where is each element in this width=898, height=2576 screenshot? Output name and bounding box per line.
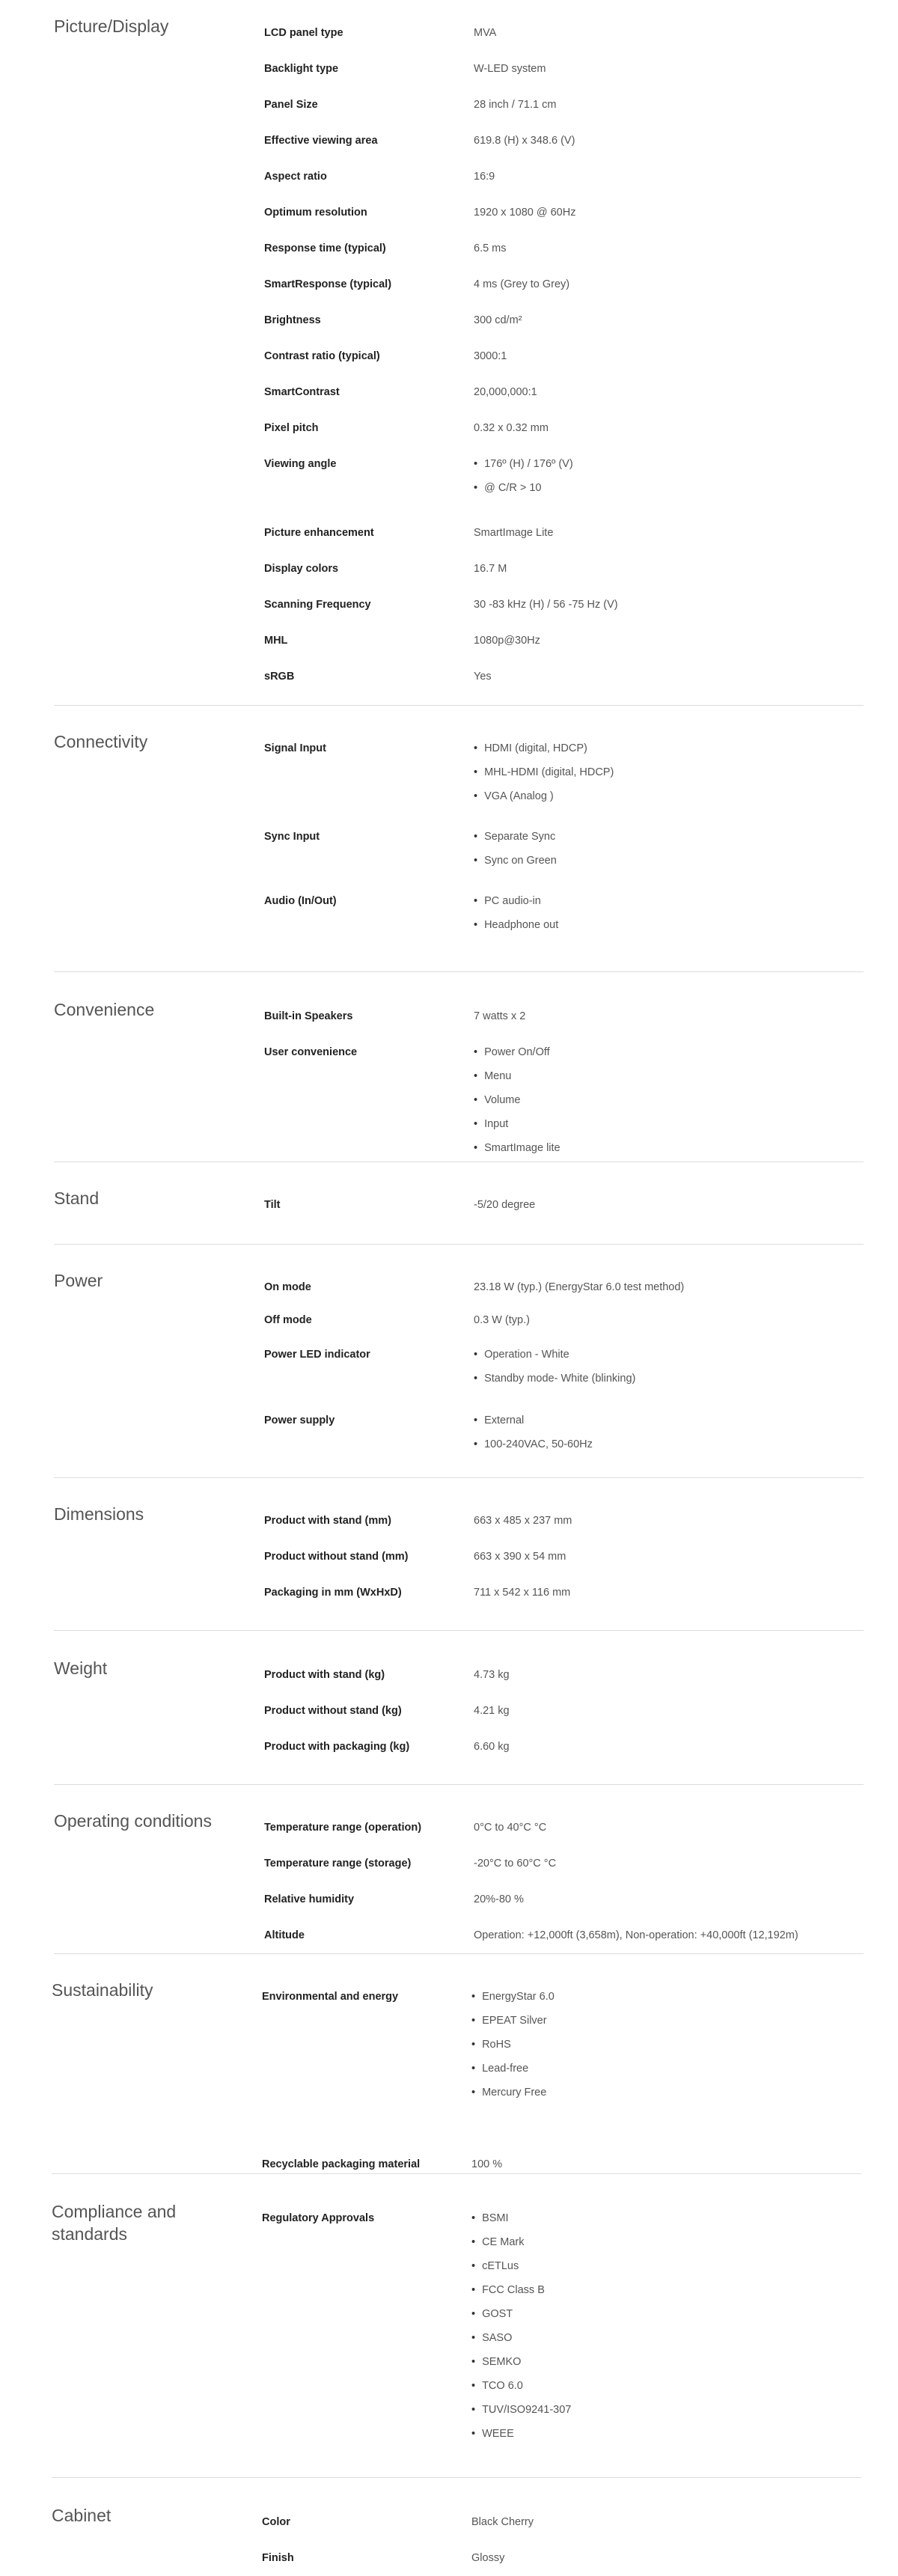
spec-value: 23.18 W (typ.) (EnergyStar 6.0 test method) — [474, 1281, 685, 1293]
spec-label: Recyclable packaging material — [262, 2158, 421, 2170]
spec-label: Off mode — [264, 1314, 312, 1326]
spec-label: Product with stand (mm) — [264, 1515, 391, 1527]
spec-label: Finish — [262, 2552, 294, 2564]
spec-value: 4 ms (Grey to Grey) — [474, 278, 570, 290]
section-divider — [54, 971, 864, 972]
spec-value-item-text: GOST — [482, 2308, 513, 2320]
spec-value: 1920 x 1080 @ 60Hz — [474, 207, 576, 219]
spec-value-item — [474, 1045, 863, 1069]
spec-value-item — [471, 2259, 861, 2283]
spec-value-item-text: @ C/R > 10 — [484, 482, 542, 494]
spec-value-item — [474, 1371, 863, 1395]
section-title: Connectivity — [54, 732, 148, 751]
spec-value-item-text: 176º (H) / 176º (V) — [484, 458, 573, 470]
spec-label: SmartResponse (typical) — [264, 278, 392, 290]
spec-value-item-text: Input — [484, 1118, 509, 1130]
spec-value-list — [471, 2211, 861, 2450]
spec-value-item — [474, 918, 863, 941]
spec-value: 663 x 390 x 54 mm — [474, 1551, 566, 1563]
section-divider — [54, 1784, 864, 1785]
spec-value-item-text: Sync on Green — [484, 855, 557, 867]
spec-value-item — [474, 457, 863, 480]
spec-value-item-text: cETLus — [482, 2260, 519, 2272]
spec-value-item — [471, 2235, 861, 2259]
spec-label: MHL — [264, 635, 288, 647]
spec-value-list — [474, 457, 863, 504]
spec-label: Effective viewing area — [264, 135, 378, 147]
spec-value-item — [474, 480, 863, 504]
spec-label: Product without stand (kg) — [264, 1705, 402, 1717]
section-title: Stand — [54, 1188, 100, 1208]
spec-value: 1080p@30Hz — [474, 635, 540, 647]
section-title: Compliance and standards — [52, 2202, 177, 2244]
spec-value-item — [471, 2402, 861, 2426]
section-title: Convenience — [54, 1000, 155, 1019]
spec-value-item-text: SmartImage lite — [484, 1142, 561, 1154]
section-divider — [54, 1244, 864, 1245]
spec-value-item-text: Standby mode- White (blinking) — [484, 1373, 636, 1385]
spec-label: Tilt — [264, 1199, 281, 1211]
spec-value: 20%-80 % — [474, 1893, 524, 1905]
spec-value-item-text: Menu — [484, 1070, 512, 1082]
spec-value-item-text: SASO — [482, 2332, 513, 2344]
spec-value-item — [474, 1093, 863, 1117]
spec-value: MVA — [474, 27, 497, 39]
spec-value-item — [471, 2426, 861, 2450]
spec-value-item-text: CE Mark — [482, 2236, 525, 2248]
spec-value: Glossy — [471, 2552, 505, 2564]
spec-label: Response time (typical) — [264, 242, 386, 254]
spec-value: 663 x 485 x 237 mm — [474, 1515, 572, 1527]
spec-value-item-text: HDMI (digital, HDCP) — [484, 742, 587, 754]
spec-value-list — [474, 829, 863, 877]
spec-value-item — [474, 894, 863, 918]
spec-label: Product without stand (mm) — [264, 1551, 409, 1563]
spec-value: 4.21 kg — [474, 1705, 510, 1717]
spec-label: Packaging in mm (WxHxD) — [264, 1587, 402, 1599]
spec-label: Temperature range (operation) — [264, 1822, 422, 1834]
spec-value: Black Cherry — [471, 2516, 534, 2528]
spec-label: LCD panel type — [264, 27, 343, 39]
spec-value-item-text: WEEE — [482, 2428, 514, 2440]
spec-value-item — [474, 741, 863, 765]
spec-value: Operation: +12,000ft (3,658m), Non-operation: +40,000ft (12,192m) — [474, 1929, 798, 1941]
section-divider — [54, 1630, 864, 1631]
spec-value-item-text: TCO 6.0 — [482, 2380, 523, 2392]
spec-value: 7 watts x 2 — [474, 1010, 526, 1022]
spec-value-list — [474, 894, 863, 941]
spec-label: Product with packaging (kg) — [264, 1741, 410, 1753]
spec-value-item — [474, 789, 863, 813]
spec-label: Panel Size — [264, 99, 318, 111]
spec-value-item-text: FCC Class B — [482, 2284, 545, 2296]
spec-label: On mode — [264, 1281, 311, 1293]
spec-value: 28 inch / 71.1 cm — [474, 99, 557, 111]
spec-label: Signal Input — [264, 742, 326, 754]
section-divider — [52, 2477, 861, 2478]
spec-label: Backlight type — [264, 63, 339, 75]
spec-value-item — [471, 2013, 861, 2037]
section-title: Picture/Display — [54, 16, 169, 36]
spec-value-item — [474, 829, 863, 853]
spec-value-item-text: SEMKO — [482, 2356, 522, 2368]
spec-value-item — [474, 1117, 863, 1141]
spec-value-item — [471, 2085, 861, 2109]
spec-value-item-text: TUV/ISO9241-307 — [482, 2404, 572, 2416]
spec-label: Display colors — [264, 563, 339, 575]
section-divider — [54, 1953, 864, 1954]
spec-label: User convenience — [264, 1046, 358, 1058]
section-divider — [52, 2173, 861, 2174]
spec-value-item-text: Mercury Free — [482, 2087, 547, 2099]
spec-label: Brightness — [264, 314, 321, 326]
spec-value: 16:9 — [474, 171, 495, 183]
spec-value: -20°C to 60°C °C — [474, 1858, 557, 1870]
spec-value-list — [474, 1045, 863, 1165]
spec-value-item — [474, 1347, 863, 1371]
spec-value-item — [471, 2211, 861, 2235]
spec-value-item — [471, 2061, 861, 2085]
spec-value: 619.8 (H) x 348.6 (V) — [474, 135, 575, 147]
spec-value-item — [471, 2331, 861, 2354]
spec-label: Regulatory Approvals — [262, 2212, 375, 2224]
spec-value: 20,000,000:1 — [474, 386, 537, 398]
spec-label: Built-in Speakers — [264, 1010, 353, 1022]
spec-value-item — [474, 765, 863, 789]
spec-value-list — [474, 741, 863, 813]
spec-value: 6.5 ms — [474, 242, 507, 254]
spec-value-item-text: External — [484, 1414, 525, 1426]
spec-label: Relative humidity — [264, 1893, 355, 1905]
spec-value: -5/20 degree — [474, 1199, 536, 1211]
spec-value-item-text: VGA (Analog ) — [484, 790, 554, 802]
spec-label: Power supply — [264, 1414, 335, 1426]
spec-label: SmartContrast — [264, 386, 340, 398]
spec-value: 3000:1 — [474, 350, 507, 362]
spec-value: 711 x 542 x 116 mm — [474, 1587, 571, 1599]
spec-label: sRGB — [264, 671, 295, 683]
spec-label: Scanning Frequency — [264, 599, 371, 611]
spec-value: SmartImage Lite — [474, 527, 554, 539]
spec-value: W-LED system — [474, 63, 546, 75]
spec-value-list — [474, 1347, 863, 1395]
spec-value: 0.32 x 0.32 mm — [474, 422, 549, 434]
spec-value-item-text: Volume — [484, 1094, 521, 1106]
section-title: Sustainability — [52, 1980, 153, 2000]
spec-value-item-text: RoHS — [482, 2039, 511, 2051]
spec-value: 100 % — [471, 2158, 503, 2170]
spec-value-item — [474, 1437, 863, 1461]
spec-value: 4.73 kg — [474, 1669, 510, 1681]
spec-value-item-text: Separate Sync — [484, 831, 556, 843]
spec-label: Environmental and energy — [262, 1991, 399, 2003]
section-title: Power — [54, 1271, 103, 1290]
spec-value-item — [471, 2378, 861, 2402]
spec-value: 300 cd/m² — [474, 314, 522, 326]
spec-value-item-text: Lead-free — [482, 2063, 529, 2075]
section-divider — [54, 705, 864, 706]
spec-label: Color — [262, 2516, 290, 2528]
section-divider — [54, 1477, 864, 1478]
spec-value: 6.60 kg — [474, 1741, 510, 1753]
spec-label: Audio (In/Out) — [264, 895, 337, 907]
spec-value: 16.7 M — [474, 563, 507, 575]
spec-value: 30 -83 kHz (H) / 56 -75 Hz (V) — [474, 599, 618, 611]
spec-value-item-text: BSMI — [482, 2212, 509, 2224]
spec-value: 0°C to 40°C °C — [474, 1822, 547, 1834]
spec-value-item-text: Operation - White — [484, 1349, 569, 1361]
spec-label: Aspect ratio — [264, 171, 327, 183]
spec-value: Yes — [474, 671, 492, 683]
spec-value: 0.3 W (typ.) — [474, 1314, 530, 1326]
spec-value-item-text: EPEAT Silver — [482, 2015, 547, 2027]
spec-value-item — [474, 1069, 863, 1093]
spec-value-list — [471, 1989, 861, 2109]
spec-value-item — [471, 2307, 861, 2331]
spec-label: Picture enhancement — [264, 527, 374, 539]
spec-value-item-text: PC audio-in — [484, 895, 541, 907]
spec-label: Altitude — [264, 1929, 305, 1941]
section-title: Dimensions — [54, 1504, 144, 1524]
spec-label: Temperature range (storage) — [264, 1858, 412, 1870]
spec-label: Pixel pitch — [264, 422, 319, 434]
spec-value-item-text: 100-240VAC, 50-60Hz — [484, 1438, 593, 1450]
spec-value-item — [471, 2037, 861, 2061]
spec-label: Contrast ratio (typical) — [264, 350, 380, 362]
spec-value-item-text: EnergyStar 6.0 — [482, 1991, 555, 2003]
section-title: Weight — [54, 1658, 108, 1678]
spec-value-item — [471, 2283, 861, 2307]
spec-value-item-text: Headphone out — [484, 919, 559, 931]
spec-label: Viewing angle — [264, 458, 337, 470]
spec-label: Sync Input — [264, 831, 320, 843]
section-title: Operating conditions — [54, 1811, 212, 1831]
spec-value-item-text: MHL-HDMI (digital, HDCP) — [484, 766, 614, 778]
spec-value-list — [474, 1413, 863, 1461]
spec-value-item — [471, 2354, 861, 2378]
spec-value-item — [474, 1413, 863, 1437]
spec-label: Product with stand (kg) — [264, 1669, 385, 1681]
spec-label: Optimum resolution — [264, 207, 367, 219]
spec-value-item — [471, 1989, 861, 2013]
spec-value-item-text: Power On/Off — [484, 1046, 550, 1058]
spec-value-item — [474, 853, 863, 877]
section-title: Cabinet — [52, 2506, 112, 2525]
spec-label: Power LED indicator — [264, 1349, 370, 1361]
